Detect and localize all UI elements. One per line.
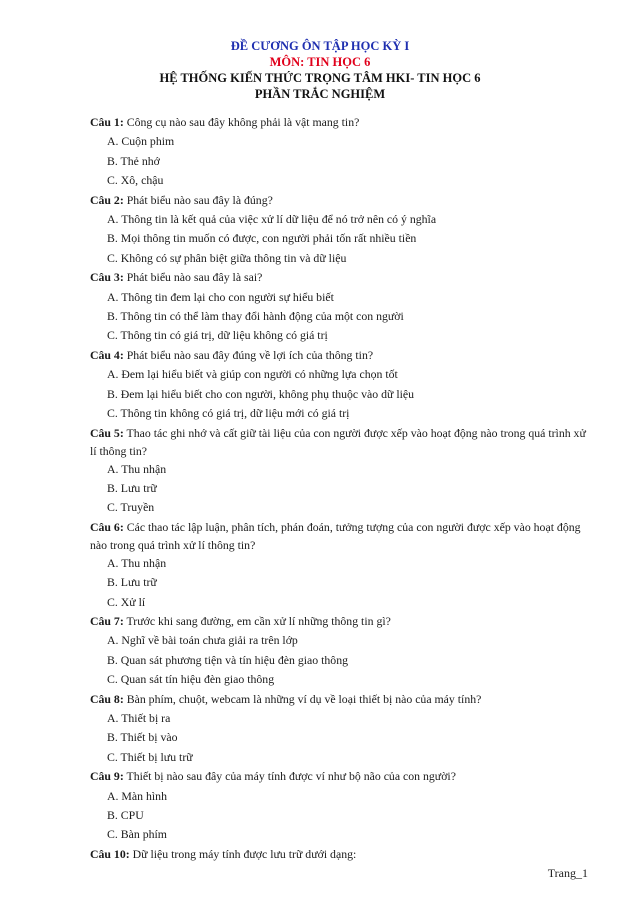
question-4 <box>90 346 590 365</box>
system-title: HỆ THỐNG KIẾN THỨC TRỌNG TÂM HKI- TIN HỌC 6 <box>159 71 481 85</box>
answer-option: A. Thiết bị ra <box>107 710 171 725</box>
answer-option: B. Thông tin có thể làm thay đổi hành động của một con người <box>107 309 404 324</box>
answer-option: C. Thông tin có giá trị, dữ liệu không có giá trị <box>107 328 328 343</box>
answer-option: B. CPU <box>107 808 144 822</box>
answer-option: A. Đem lại hiểu biết và giúp con người có những lựa chọn tốt <box>107 367 398 382</box>
answer-option: C. Xử lí <box>107 594 146 609</box>
answer-option: A. Cuộn phim <box>107 134 175 149</box>
question-label: Câu 9: <box>90 769 124 784</box>
question-8 <box>90 690 590 709</box>
subject-title: MÔN: TIN HỌC 6 <box>269 55 371 69</box>
question-text: Dữ liệu trong máy tính được lưu trữ dưới dạng: <box>129 846 357 861</box>
answer-option: A. Thông tin đem lại cho con người sự hiểu biết <box>107 289 334 304</box>
question-list <box>90 113 590 864</box>
answer-option: A. Nghĩ về bài toán chưa giải ra trên lớp <box>107 633 298 648</box>
question-label: Câu 5: <box>90 425 124 440</box>
answer-option: C. Không có sự phân biệt giữa thông tin và dữ liệu <box>107 250 347 265</box>
answer-option: B. Thiết bị vào <box>107 730 178 745</box>
answer-option: B. Đem lại hiểu biết cho con người, không phụ thuộc vào dữ liệu <box>107 386 415 401</box>
answer-option: B. Thẻ nhớ <box>107 153 160 168</box>
answer-option: A. Thông tin là kết quả của việc xử lí dữ liệu để nó trở nên có ý nghĩa <box>107 212 437 227</box>
question-6 <box>90 518 590 554</box>
section-title: PHẦN TRẮC NGHIỆM <box>254 87 386 101</box>
question-text: Thao tác ghi nhớ và cất giữ tài liệu của con người được xếp vào hoạt động nào trong quá trình xử lí thông tin? <box>90 425 586 458</box>
question-text: Thiết bị nào sau đây của máy tính được ví như bộ não của con người? <box>123 769 456 784</box>
question-label: Câu 1: <box>90 115 124 129</box>
question-text: Công cụ nào sau đây không phải là vật mang tin? <box>123 115 360 129</box>
answer-option: A. Thu nhận <box>107 461 167 476</box>
document-header <box>0 38 640 102</box>
answer-option: B. Mọi thông tin muốn có được, con người phải tốn rất nhiều tiền <box>107 231 417 246</box>
question-label: Câu 3: <box>90 270 124 285</box>
answer-option: C. Quan sát tín hiệu đèn giao thông <box>107 672 275 687</box>
question-label: Câu 7: <box>90 613 124 628</box>
answer-option: C. Thiết bị lưu trữ <box>107 749 193 764</box>
question-1 <box>90 113 590 132</box>
question-2 <box>90 191 590 210</box>
question-label: Câu 6: <box>90 519 124 534</box>
question-text: Bàn phím, chuột, webcam là những ví dụ về loại thiết bị nào của máy tính? <box>123 691 482 706</box>
question-label: Câu 2: <box>90 192 124 207</box>
question-text: Phát biểu nào sau đây là sai? <box>123 270 263 285</box>
question-10 <box>90 845 590 864</box>
question-label: Câu 10: <box>90 846 130 861</box>
document-title: ĐỀ CƯƠNG ÔN TẬP HỌC KỲ I <box>230 39 410 53</box>
answer-option: C. Thông tin không có giá trị, dữ liệu mới có giá trị <box>107 406 350 421</box>
answer-option: A. Thu nhận <box>107 555 167 570</box>
question-3 <box>90 268 590 287</box>
answer-option: A. Màn hình <box>107 788 167 803</box>
answer-option: C. Bàn phím <box>107 827 167 842</box>
question-label: Câu 4: <box>90 347 124 362</box>
answer-option: C. Truyền <box>107 500 155 515</box>
page-number: Trang_1 <box>547 866 588 880</box>
question-text: Phát biểu nào sau đây là đúng? <box>123 192 273 207</box>
question-text: Các thao tác lập luận, phân tích, phán đoán, tưởng tượng của con người được xếp vào hoạt động nào trong quá trình xử lí thông tin? <box>90 519 581 552</box>
question-5 <box>90 424 590 460</box>
question-label: Câu 8: <box>90 691 124 706</box>
answer-option: B. Lưu trữ <box>107 480 157 495</box>
answer-option: B. Lưu trữ <box>107 575 157 590</box>
question-7 <box>90 612 590 631</box>
question-text: Trước khi sang đường, em cần xử lí những thông tin gì? <box>123 613 391 628</box>
question-9 <box>90 767 590 786</box>
answer-option: B. Quan sát phương tiện và tín hiệu đèn giao thông <box>107 652 348 667</box>
question-text: Phát biểu nào sau đây đúng về lợi ích của thông tin? <box>123 347 374 362</box>
answer-option: C. Xô, chậu <box>107 173 164 188</box>
